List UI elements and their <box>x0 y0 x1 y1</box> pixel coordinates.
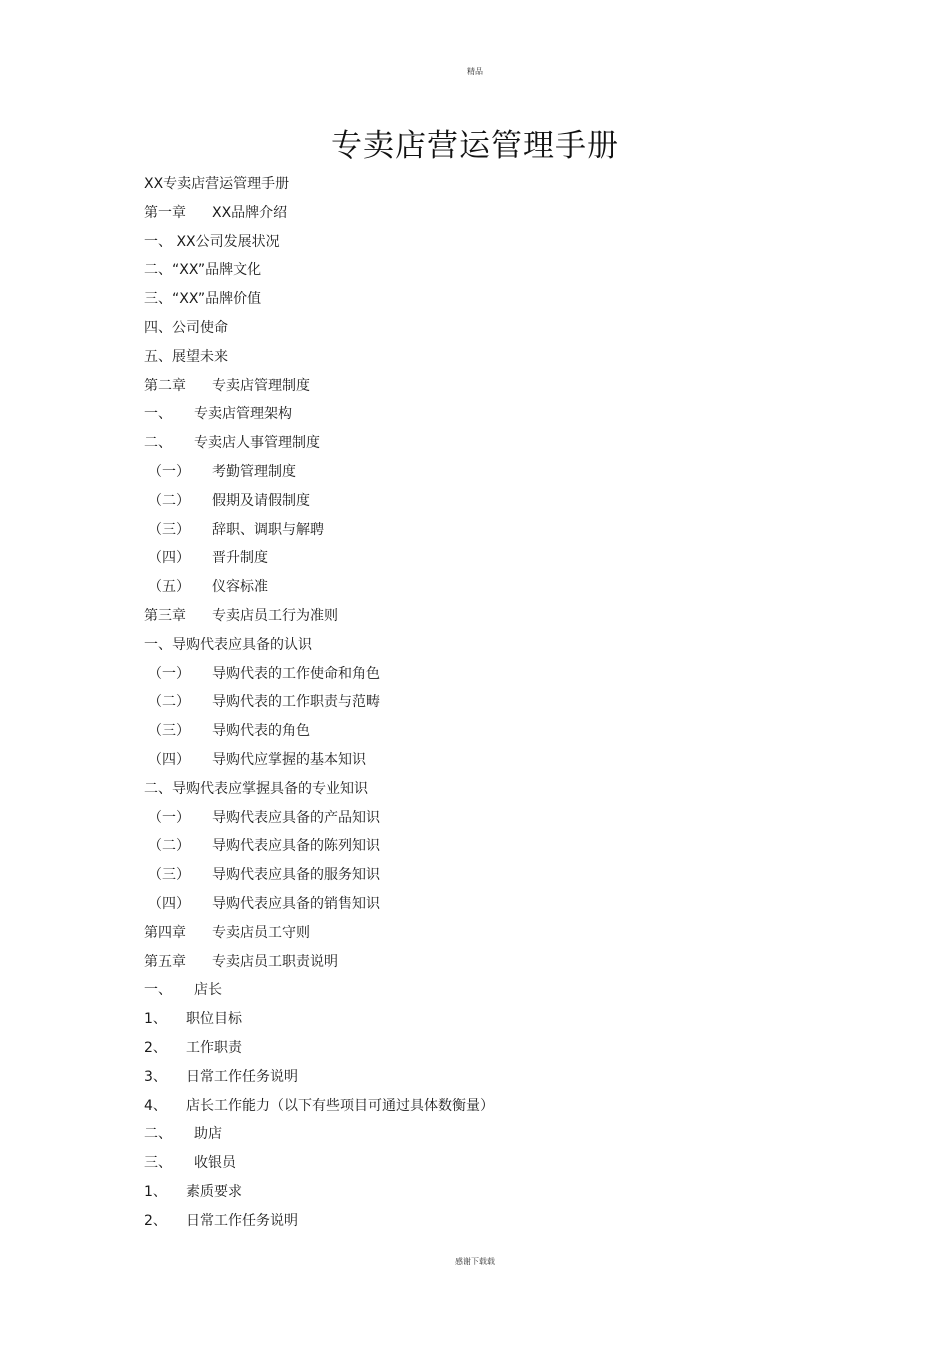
toc-line-text: 工作职责 <box>186 1039 242 1056</box>
toc-line <box>144 717 844 746</box>
toc-line <box>144 1149 844 1178</box>
toc-line <box>144 285 844 314</box>
toc-line-number: 三、 <box>144 1155 172 1172</box>
toc-line <box>144 804 844 833</box>
toc-line-number: 第一章 <box>144 204 186 221</box>
toc-line-text: 专卖店管理制度 <box>212 377 310 394</box>
toc-line-number: （三） <box>148 867 190 884</box>
toc-line-text: 专卖店人事管理制度 <box>194 435 320 452</box>
toc-line <box>144 573 844 602</box>
toc-line <box>144 170 844 199</box>
toc-line-text: 导购代表应具备的销售知识 <box>212 895 380 912</box>
toc-line-text: 专卖店员工职责说明 <box>212 953 338 970</box>
header-watermark: 精品 <box>467 67 483 76</box>
toc-line <box>144 314 844 343</box>
toc-line <box>144 458 844 487</box>
toc-line <box>144 343 844 372</box>
toc-line-text: 仪容标准 <box>212 579 268 596</box>
toc-line-text: XX专卖店营运管理手册 <box>144 176 290 192</box>
toc-line <box>144 775 844 804</box>
toc-line-text: 导购代表应具备的服务知识 <box>212 867 380 884</box>
toc-line-text: 一、 XX公司发展状况 <box>144 233 280 250</box>
toc-line-text: 店长工作能力（以下有些项目可通过具体数衡量） <box>186 1097 494 1114</box>
toc-line <box>144 228 844 257</box>
toc-line-text: 三、“XX”品牌价值 <box>144 291 262 308</box>
toc-line-text: 二、“XX”品牌文化 <box>144 262 262 279</box>
toc-line <box>144 746 844 775</box>
toc-line <box>144 861 844 890</box>
toc-line-number: 1、 <box>144 1183 167 1200</box>
toc-line <box>144 1178 844 1207</box>
toc-line <box>144 832 844 861</box>
toc-line-number: 一、 <box>144 406 172 423</box>
toc-line-text: 收银员 <box>194 1155 236 1172</box>
toc-line-text: 导购代表应具备的陈列知识 <box>212 838 380 855</box>
toc-line <box>144 1207 844 1236</box>
toc-line <box>144 429 844 458</box>
toc-line <box>144 890 844 919</box>
toc-line-number: （四） <box>148 550 190 567</box>
toc-line-text: 一、导购代表应具备的认识 <box>144 636 312 653</box>
toc-line <box>144 976 844 1005</box>
toc-line-text: 二、导购代表应掌握具备的专业知识 <box>144 780 368 797</box>
toc-line <box>144 400 844 429</box>
toc-line-text: 考勤管理制度 <box>212 463 296 480</box>
toc-line-number: （三） <box>148 723 190 740</box>
toc-line <box>144 660 844 689</box>
toc-line-number: （二） <box>148 492 190 509</box>
toc-line-number: （四） <box>148 751 190 768</box>
toc-line-text: 助店 <box>194 1126 222 1143</box>
toc-line-number: （五） <box>148 579 190 596</box>
toc-line-text: 导购代表的工作使命和角色 <box>212 665 380 682</box>
toc-line-number: （二） <box>148 838 190 855</box>
toc-line-number: 二、 <box>144 1126 172 1143</box>
toc-line-number: 1、 <box>144 1011 167 1028</box>
toc-line <box>144 487 844 516</box>
toc-line <box>144 544 844 573</box>
footer-watermark: 感谢下载载 <box>455 1257 495 1266</box>
toc-line-number: 第二章 <box>144 377 186 394</box>
toc-line-text: 五、展望未来 <box>144 348 228 365</box>
toc-line-text: 店长 <box>194 982 222 999</box>
toc-line <box>144 1063 844 1092</box>
toc-line-text: 日常工作任务说明 <box>186 1068 298 1085</box>
toc-line-number: 一、 <box>144 982 172 999</box>
toc-line-text: 专卖店管理架构 <box>194 406 292 423</box>
toc-line-text: XX品牌介绍 <box>212 204 288 221</box>
toc-line <box>144 1005 844 1034</box>
toc-line <box>144 602 844 631</box>
toc-line-text: 导购代表的角色 <box>212 723 310 740</box>
toc-line <box>144 256 844 285</box>
toc-line <box>144 948 844 977</box>
toc-line-number: 第四章 <box>144 924 186 941</box>
toc-line-number: 第三章 <box>144 607 186 624</box>
toc-line-text: 日常工作任务说明 <box>186 1212 298 1229</box>
toc-line-number: （三） <box>148 521 190 538</box>
toc-line-text: 导购代应掌握的基本知识 <box>212 751 366 768</box>
toc-line-number: 3、 <box>144 1068 167 1085</box>
toc-line-number: （四） <box>148 895 190 912</box>
toc-line-number: （一） <box>148 809 190 826</box>
toc-line-text: 四、公司使命 <box>144 319 228 336</box>
toc-line <box>144 688 844 717</box>
toc-line-text: 导购代表的工作职责与范畴 <box>212 694 380 711</box>
toc-line-text: 专卖店员工行为准则 <box>212 607 338 624</box>
toc-line-text: 专卖店员工守则 <box>212 924 310 941</box>
toc-line-text: 辞职、调职与解聘 <box>212 521 324 538</box>
toc-line-text: 素质要求 <box>186 1183 242 1200</box>
toc-line <box>144 1034 844 1063</box>
toc-line-number: 二、 <box>144 435 172 452</box>
toc-line-text: 假期及请假制度 <box>212 492 310 509</box>
toc-line-number: （一） <box>148 463 190 480</box>
toc-line-text: 导购代表应具备的产品知识 <box>212 809 380 826</box>
toc-line <box>144 1120 844 1149</box>
toc-line <box>144 919 844 948</box>
toc-line-number: 2、 <box>144 1039 167 1056</box>
toc-line <box>144 1092 844 1121</box>
toc-line <box>144 516 844 545</box>
toc-line-number: 4、 <box>144 1097 167 1114</box>
toc-line <box>144 199 844 228</box>
table-of-contents <box>144 170 844 1235</box>
toc-line-text: 晋升制度 <box>212 550 268 567</box>
toc-line-number: （二） <box>148 694 190 711</box>
toc-line <box>144 372 844 401</box>
toc-line-number: 第五章 <box>144 953 186 970</box>
toc-line <box>144 631 844 660</box>
toc-line-number: 2、 <box>144 1212 167 1229</box>
document-title: 专卖店营运管理手册 <box>331 128 619 164</box>
toc-line-text: 职位目标 <box>186 1011 242 1028</box>
toc-line-number: （一） <box>148 665 190 682</box>
